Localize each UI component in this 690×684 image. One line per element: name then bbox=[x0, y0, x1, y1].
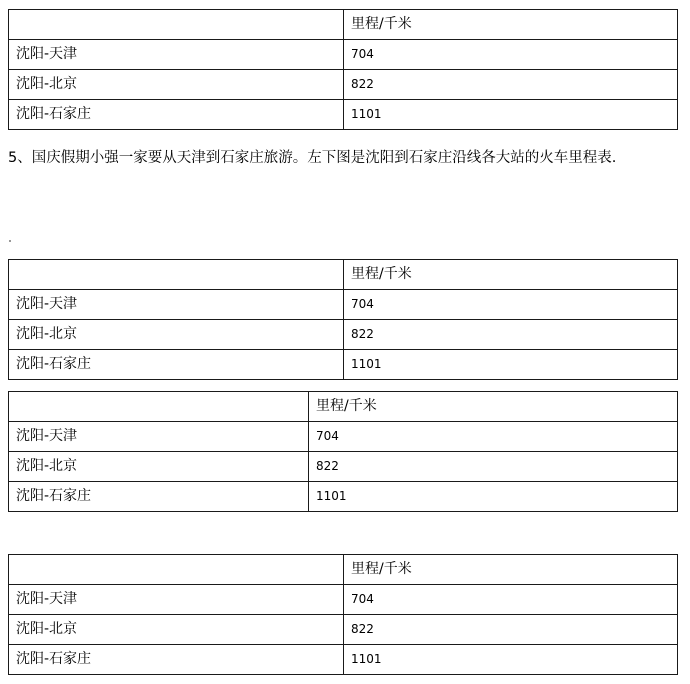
distance-cell: 1101 bbox=[344, 100, 678, 130]
table-header-row bbox=[9, 260, 678, 290]
route-cell: 沈阳-天津 bbox=[9, 290, 344, 320]
table-row bbox=[9, 70, 678, 100]
route-cell: 沈阳-北京 bbox=[9, 70, 344, 100]
route-cell: 沈阳-石家庄 bbox=[9, 350, 344, 380]
problem-statement: 5、国庆假期小强一家要从天津到石家庄旅游。左下图是沈阳到石家庄沿线各大站的火车里程表. bbox=[8, 150, 617, 166]
table-row bbox=[9, 290, 678, 320]
distance-cell: 822 bbox=[344, 70, 678, 100]
table-row bbox=[9, 452, 678, 482]
distance-cell: 704 bbox=[344, 40, 678, 70]
table-header-row bbox=[9, 555, 678, 585]
route-cell: 沈阳-天津 bbox=[9, 585, 344, 615]
table-header-row bbox=[9, 392, 678, 422]
stray-dot bbox=[9, 240, 11, 242]
table-row bbox=[9, 422, 678, 452]
distance-cell: 822 bbox=[309, 452, 678, 482]
route-cell: 沈阳-天津 bbox=[9, 40, 344, 70]
header-cell-blank bbox=[9, 10, 344, 40]
distance-cell: 704 bbox=[344, 585, 678, 615]
header-cell-blank bbox=[9, 260, 344, 290]
header-cell-blank bbox=[9, 392, 309, 422]
route-cell: 沈阳-北京 bbox=[9, 320, 344, 350]
distance-table-4 bbox=[8, 554, 678, 675]
table-row bbox=[9, 645, 678, 675]
table-row bbox=[9, 615, 678, 645]
table-row bbox=[9, 482, 678, 512]
distance-table-2 bbox=[8, 259, 678, 380]
distance-cell: 1101 bbox=[344, 645, 678, 675]
route-cell: 沈阳-石家庄 bbox=[9, 482, 309, 512]
route-cell: 沈阳-北京 bbox=[9, 615, 344, 645]
route-cell: 沈阳-石家庄 bbox=[9, 100, 344, 130]
distance-cell: 1101 bbox=[309, 482, 678, 512]
distance-cell: 822 bbox=[344, 320, 678, 350]
header-cell-blank bbox=[9, 555, 344, 585]
header-cell-distance: 里程/千米 bbox=[344, 260, 678, 290]
table-row bbox=[9, 320, 678, 350]
header-cell-distance: 里程/千米 bbox=[309, 392, 678, 422]
distance-table-3 bbox=[8, 391, 678, 512]
header-cell-distance: 里程/千米 bbox=[344, 555, 678, 585]
distance-cell: 704 bbox=[344, 290, 678, 320]
header-cell-distance: 里程/千米 bbox=[344, 10, 678, 40]
distance-cell: 822 bbox=[344, 615, 678, 645]
table-row bbox=[9, 100, 678, 130]
route-cell: 沈阳-天津 bbox=[9, 422, 309, 452]
route-cell: 沈阳-石家庄 bbox=[9, 645, 344, 675]
distance-cell: 704 bbox=[309, 422, 678, 452]
table-row bbox=[9, 350, 678, 380]
table-header-row bbox=[9, 10, 678, 40]
table-row bbox=[9, 40, 678, 70]
distance-cell: 1101 bbox=[344, 350, 678, 380]
distance-table-1 bbox=[8, 9, 678, 130]
table-row bbox=[9, 585, 678, 615]
route-cell: 沈阳-北京 bbox=[9, 452, 309, 482]
